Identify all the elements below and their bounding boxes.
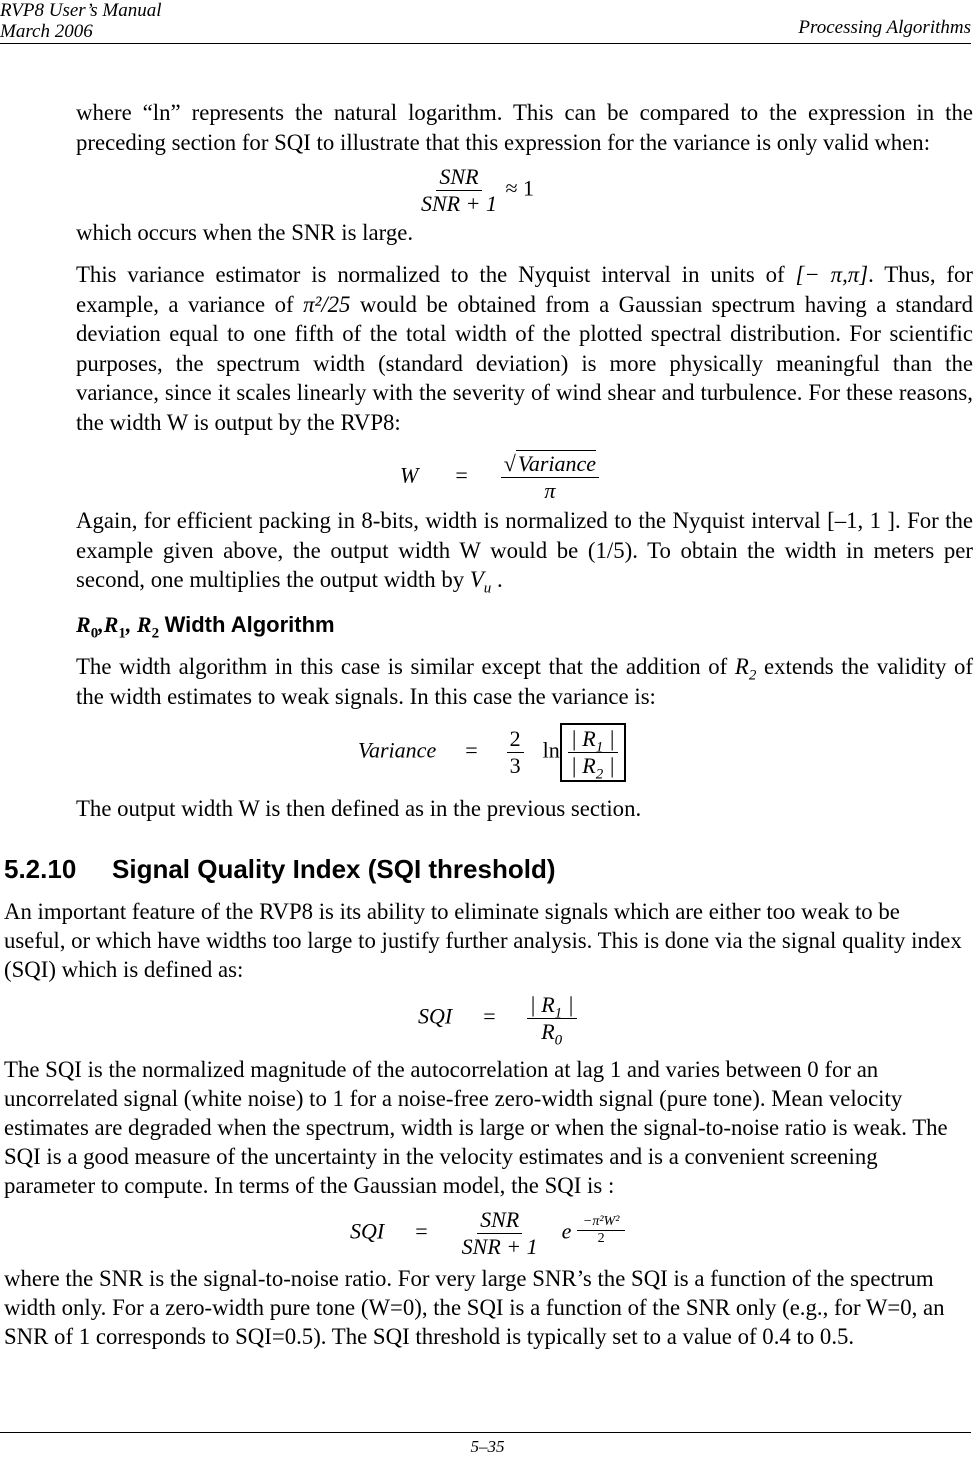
nyquist-interval-math: [− π,π] [795,262,869,287]
paragraph-r2-validity: The width algorithm in this case is similar except that the addition of $R_2$ extends the validity of the width estimates to weak signals. In this case the variance is: [76,654,973,709]
equation-variance-r2: Variance = $\frac{2}{3}$ ln $\frac{| R_1 |}{| R_2 |}$ [358,723,626,782]
sqi-fraction: $\frac{| R_1 |}{R_0}$ [527,993,577,1044]
paragraph-output-width: The output width W is then defined as in the previous section. [76,796,642,821]
paragraph-variance-estimator: This variance estimator is normalized to the Nyquist interval in units of [− π,π]. Thus, for example, a variance of π²/25 would be obtained from a Gaussian spectrum having a standard deviation equal to one fifth of the total width of the plotted spectral distribution. For scientific purposes, the spectrum width (standard deviation) is more physically meaningful than the variance, since it scales linearly with the severity of wind shear and turbulence. For these reasons, the width W is output by the RVP8: [76,262,974,435]
running-header-left [0,0,162,42]
r2-inline-math: $R_2$ [734,654,757,684]
section-number: 5.2.10 [4,854,77,884]
equation-sqi-gaussian: SQI = $\frac{\text{SNR}}{\text{SNR + 1}}$ e $\frac{\text{−π²W²}}{2}$ [350,1208,625,1259]
section-heading-sqi [4,854,556,885]
paragraph-sqi-intro: An important feature of the RVP8 is its ability to eliminate signals which are either too weak to be useful, or which have widths too large to justify further analysis. This is done via the signal quality index (SQI) which is defined as: [4,899,962,982]
footer-rule [0,1432,971,1433]
ln-bracket: $\frac{| R_1 |}{| R_2 |}$ [560,723,626,782]
nyquist-velocity-math: $V_u$ [469,567,492,597]
paragraph-snr-large: which occurs when the SNR is large. [76,220,414,245]
approx-one: ≈ 1 [505,175,535,201]
equation-sqi-definition: SQI = $\frac{| R_1 |}{R_0}$ [418,993,577,1044]
subheading-r0r1r2-width: $R_0,R_1$, $R_2$ Width Algorithm [76,612,335,642]
two-thirds: $\frac{2}{3}$ [507,727,524,778]
page-number: 5–35 [470,1437,505,1456]
width-fraction: $\frac{\text{√Variance}}{\pi}$ [501,452,599,503]
paragraph-sqi-normalized: The SQI is the normalized magnitude of the autocorrelation at lag 1 and varies between 0 for an uncorrelated signal (white noise) to 1 for a noise-free zero-width signal (pure tone). Mean velocity estimates are degraded when the spectrum, width is large or when the signal-to-noise ratio is weak. The SQI is a good measure of the uncertainty in the velocity estimates and is a convenient screening parameter to compute. In terms of the Gaussian model, the SQI is : [4,1057,948,1198]
equation-width: W = $\frac{\text{√Variance}}{\pi}$ [400,452,599,503]
paragraph-width-packing: Again, for efficient packing in 8-bits, width is normalized to the Nyquist interval [–1, 1 ]. For the example given above, the output width W would be (1/5). To obtain the width in meters per second, one multiplies the output width by $V_u$ . [76,508,973,597]
section-running-title: Processing Algorithms [798,17,971,38]
paragraph-sqi-threshold: where the SNR is the signal-to-noise ratio. For very large SNR’s the SQI is a function of the spectrum width only. For a zero-width pure tone (W=0), the SQI is a function of the SNR only (e.g., for W=0, an SNR of 1 corresponds to SQI=0.5). The SQI threshold is typically set to a value of 0.4 to 0.5. [4,1266,945,1349]
header-rule [0,43,971,44]
manual-title: RVP8 User’s Manual [0,0,162,21]
manual-date: March 2006 [0,21,93,42]
sqrt-sign: √ [503,451,516,476]
paragraph-ln-intro: where “ln” represents the natural logarithm. This can be compared to the expression in the preceding section for SQI to illustrate that this expression for the variance is only valid when: [76,100,973,155]
snr-fraction: $\frac{\text{SNR}}{\text{SNR + 1}}$ [421,164,497,216]
equation-snr-ratio [418,165,534,216]
exponent-fraction: $\frac{\text{−π²W²}}{2}$ [577,1214,626,1246]
variance-example-math: π²/25 [303,291,351,317]
section-title: Signal Quality Index (SQI threshold) [112,854,556,884]
snr-fraction-gauss: $\frac{\text{SNR}}{\text{SNR + 1}}$ [461,1207,538,1259]
